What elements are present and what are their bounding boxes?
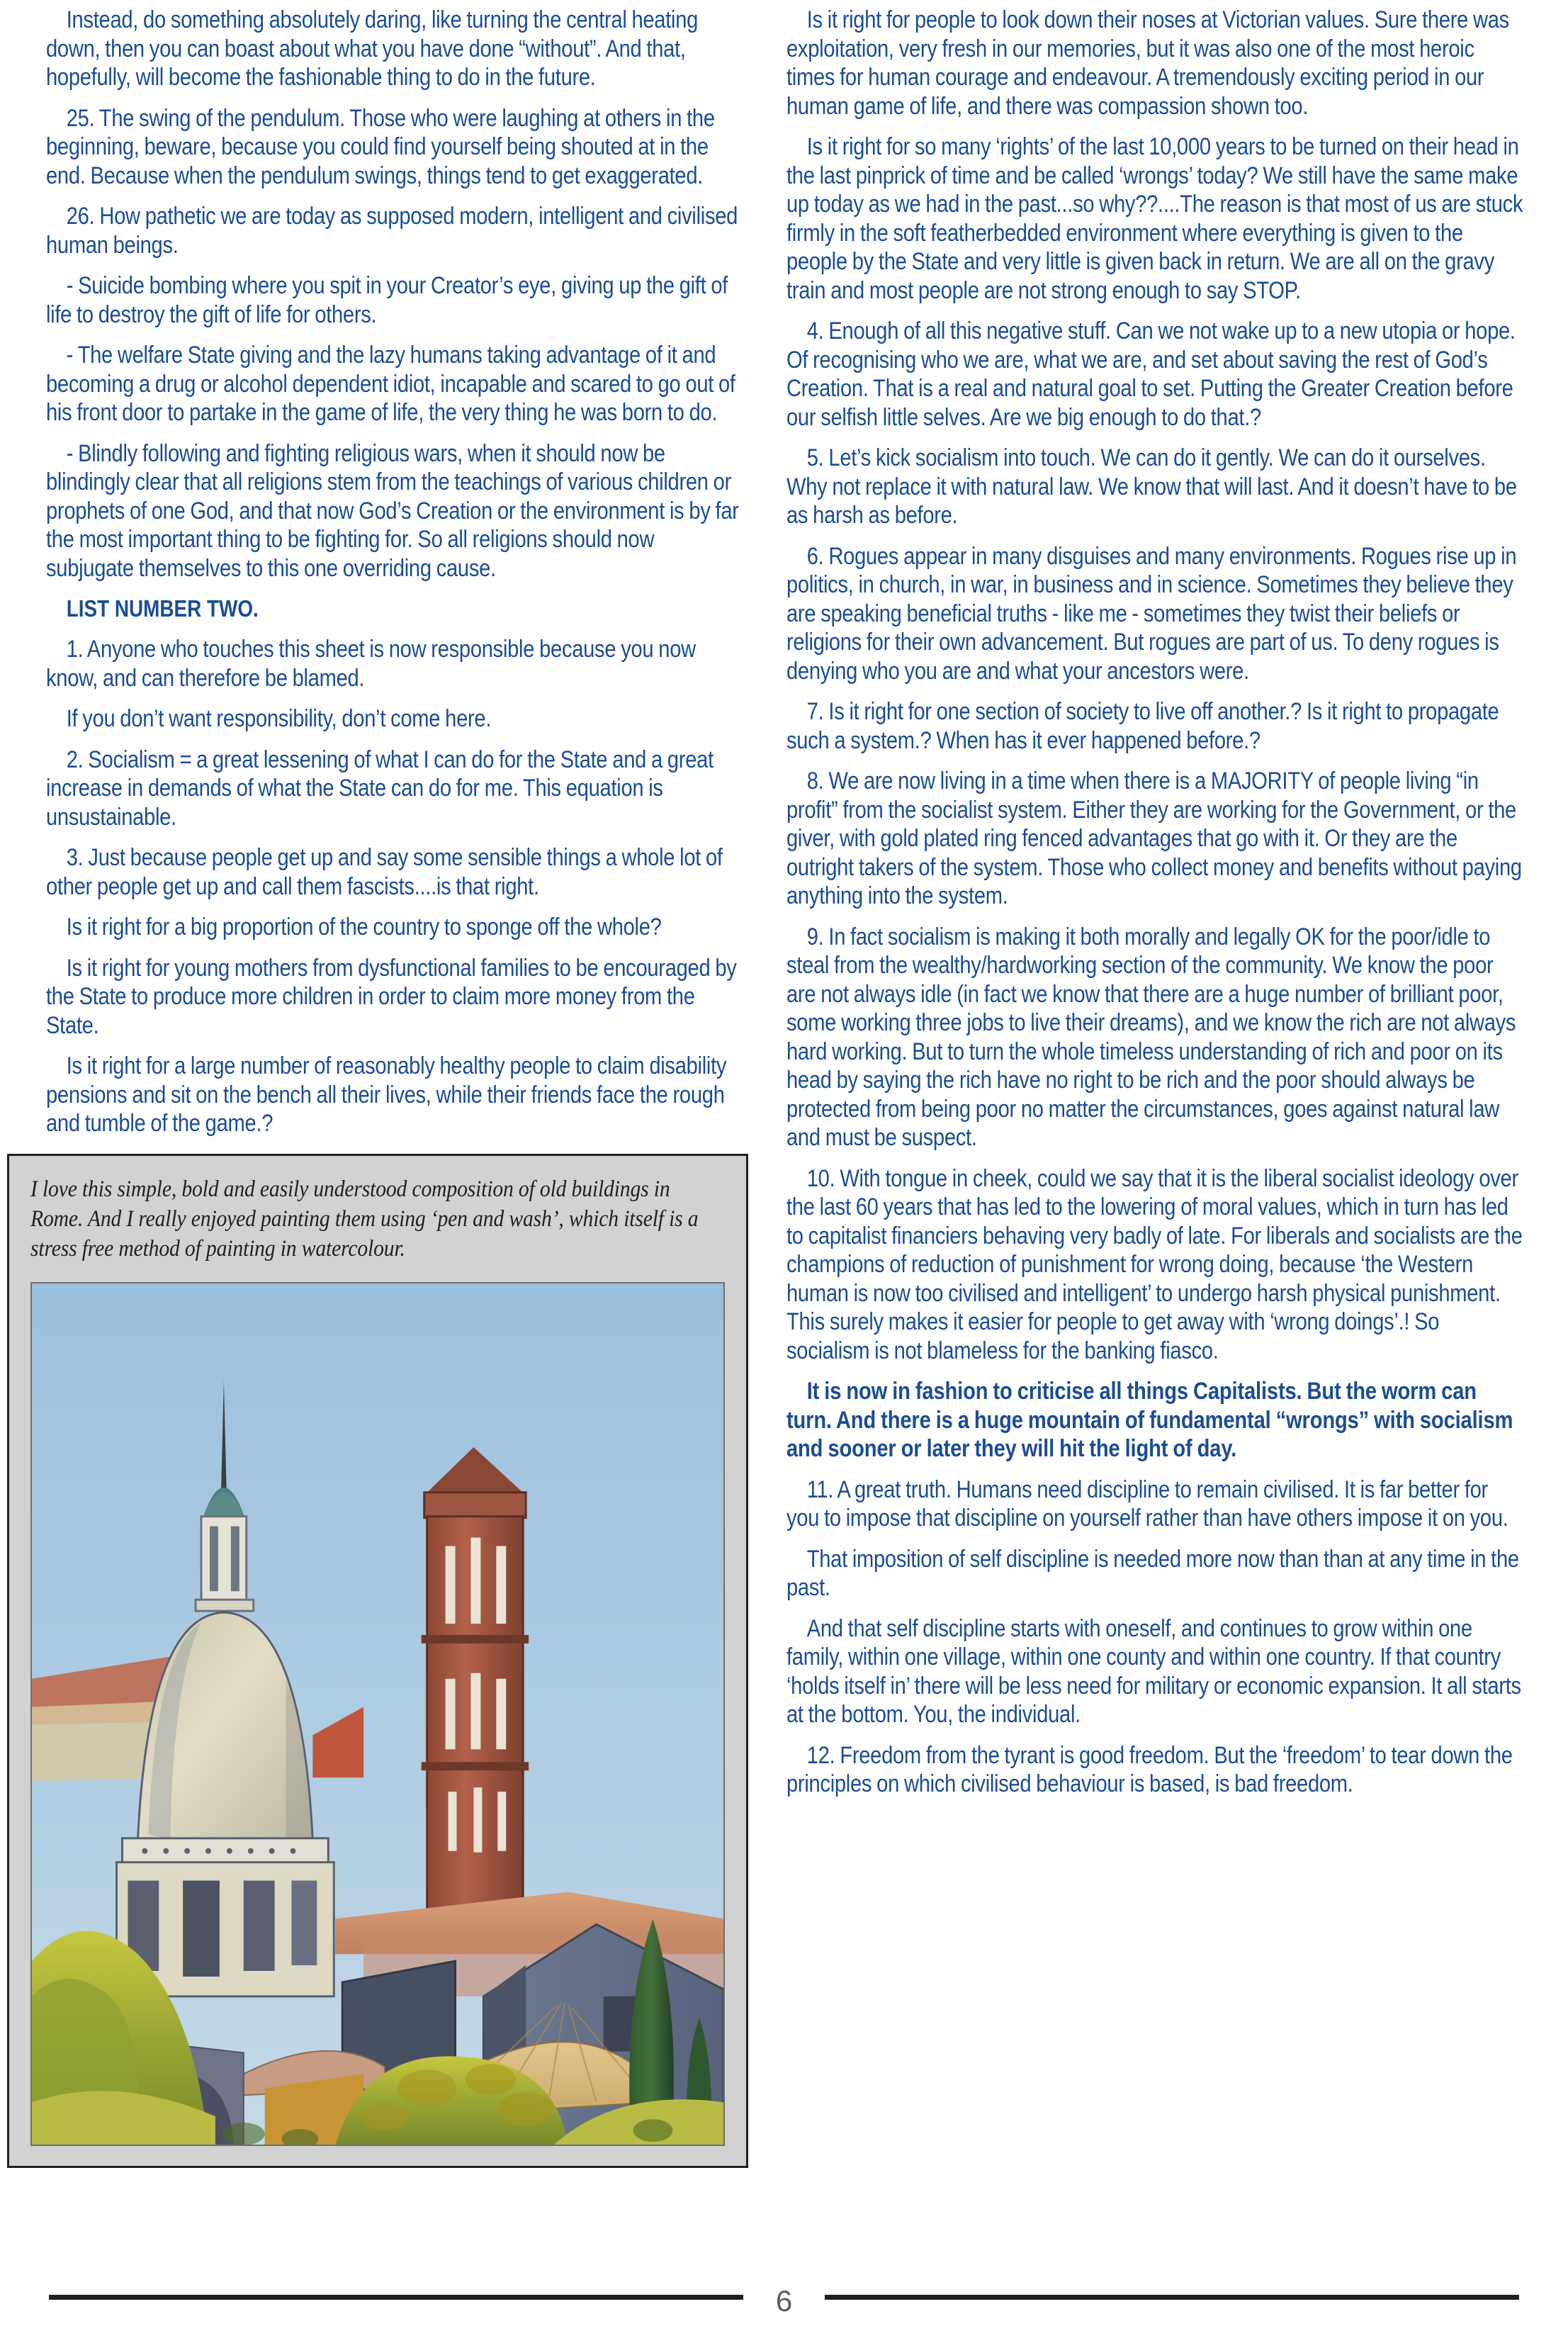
paragraph: Is it right for a big proportion of the country to sponge off the whole? (66, 914, 662, 940)
left-column (0, 0, 779, 2168)
paragraph: 3. Just because people get up and say some sensible things a whole lot of other people get up and call them fascists....is that right. (46, 844, 723, 900)
page-number: 6 (775, 2284, 793, 2317)
paragraph: Is it right for young mothers from dysfunctional families to be encouraged by the State to produce more children in order to claim more money from the State. (46, 954, 737, 1039)
footer-rule-left (49, 2295, 743, 2300)
paragraph: That imposition of self discipline is needed more now than than at any time in the past. (786, 1545, 1519, 1601)
paragraph: If you don’t want responsibility, don’t come here. (66, 705, 492, 732)
paragraph: 6. Rogues appear in many disguises and many environments. Rogues rise up in politics, in church, in war, in business and in science. Sometimes they believe they are speaking beneficial truths - like me - sometimes they twist their beliefs or religions for their own advancement. But rogues are part of us. To deny rogues is denying who you are and what your ancestors were. (786, 542, 1517, 685)
watercolour-painting-image (30, 1282, 725, 2146)
paragraph: 26. How pathetic we are today as supposed modern, intelligent and civilised human beings. (46, 203, 738, 259)
paragraph: 9. In fact socialism is making it both morally and legally OK for the poor/idle to steal from the wealthy/hardworking section of the community. We know the poor are not always idle (in fact we know that there are a huge number of brilliant poor, some working three jobs to live their dreams), and we know the rich are not always hard working. But to turn the whole timeless understanding of rich and poor on its head by saying the rich have no right to be rich and the poor should always be protected from being poor no matter the circumstances, goes against natural law and must be suspect. (786, 923, 1516, 1151)
paragraph: 25. The swing of the pendulum. Those who were laughing at others in the beginning, beware, because you could find yourself being shouted at in the end. Because when the pendulum swings, things tend to get exaggerated. (46, 104, 715, 189)
paragraph: 12. Freedom from the tyrant is good freedom. But the ‘freedom’ to tear down the principles on which civilised behaviour is based, is bad freedom. (786, 1741, 1513, 1797)
paragraph: And that self discipline starts with oneself, and continues to grow within one family, within one village, within one county and within one country. If that country ‘holds itself in’ there will be less need for military or economic expansion. It all starts at the bottom. You, the individual. (786, 1614, 1521, 1728)
figure-caption: I love this simple, bold and easily understood composition of old buildings in Rome. And I really enjoyed painting them using ‘pen and wash’, which itself is a stress free method of painting in watercolour. (30, 1176, 699, 1262)
paragraph: 11. A great truth. Humans need discipline to remain civilised. It is far better for you to impose that discipline on yourself rather than have others impose it on you. (786, 1476, 1508, 1532)
paragraph: - Suicide bombing where you spit in your Creator’s eye, giving up the gift of life to destroy the gift of life for others. (46, 272, 728, 328)
emphasis-paragraph: It is now in fashion to criticise all things Capitalists. But the worm can turn. And there is a huge mountain of fundamental “wrongs” with socialism and sooner or later they will hit the light of day. (786, 1378, 1513, 1462)
paragraph: 7. Is it right for one section of society to live off another.? Is it right to propagate such a system.? When has it ever happened before.? (786, 698, 1499, 754)
figure-box (7, 1154, 748, 2168)
paragraph: Is it right for a large number of reasonably healthy people to claim disability pensions and sit on the bench all their lives, while their friends face the rough and tumble of the game.? (46, 1052, 727, 1137)
paragraph: - The welfare State giving and the lazy humans taking advantage of it and becoming a drug or alcohol dependent idiot, incapable and scared to go out of his front door to partake in the game of life, the very thing he was born to do. (46, 342, 735, 426)
paragraph: 10. With tongue in cheek, could we say that it is the liberal socialist ideology over the last 60 years that has led to the lowering of moral values, which in turn has led to capitalist financiers behaving very badly of late. For liberals and socialists are the champions of reduction of punishment for wrong doing, because ‘the Western human is now too civilised and intelligent’ to undergo harsh physical punishment. This surely makes it easier for people to get away with ‘wrong doings’.! So socialism is not blameless for the banking fiasco. (786, 1164, 1523, 1364)
paragraph: 4. Enough of all this negative stuff. Can we not wake up to a new utopia or hope. Of recognising who we are, what we are, and set about saving the rest of God’s Creation. That is a real and natural goal to set. Putting the Greater Creation before our selfish little selves. Are we big enough to do that.? (786, 318, 1516, 431)
paragraph: 1. Anyone who touches this sheet is now responsible because you now know, and can therefore be blamed. (46, 636, 696, 692)
paragraph: Is it right for so many ‘rights’ of the last 10,000 years to be turned on their head in the last pinprick of time and be called ‘wrongs’ today? We still have the same make up today as we had in the past...so why??....The reason is that most of us are stuck firmly in the soft featherbedded environment where everything is given to the people by the State and very little is given back in return. We are all on the gravy train and most people are not strong enough to say STOP. (786, 133, 1523, 304)
list-number-two-heading: LIST NUMBER TWO. (66, 595, 259, 622)
page-footer (0, 2272, 1568, 2322)
paragraph: - Blindly following and fighting religious wars, when it should now be blindingly clear that all religions stem from the teachings of various children or prophets of one God, and that now God’s Creation or the environment is by far the most important thing to be fighting for. So all religions should now subjugate themselves to this one overriding cause. (46, 439, 739, 582)
footer-rule-right (825, 2295, 1519, 2300)
paragraph: 5. Let’s kick socialism into touch. We can do it gently. We can do it ourselves. Why not replace it with natural law. We know that will last. And it doesn’t have to be as harsh as before. (786, 444, 1517, 529)
paragraph: 8. We are now living in a time when there is a MAJORITY of people living “in profit” from the socialist system. Either they are working for the Government, or the giver, with gold plated ring fenced advantages that go with it. Or they are the outright takers of the system. Those who collect money and benefits without paying anything into the system. (786, 768, 1522, 909)
paragraph: Instead, do something absolutely daring, like turning the central heating down, then you can boast about what you have done “without”. And that, hopefully, will become the fashionable thing to do in the future. (46, 6, 699, 91)
paragraph: 2. Socialism = a great lessening of what I can do for the State and a great increase in demands of what the State can do for me. This equation is unsustainable. (46, 746, 714, 831)
paragraph: Is it right for people to look down their noses at Victorian values. Sure there was exploitation, very fresh in our memories, but it was also one of the most heroic times for human courage and endeavour. A tremendously exciting period in our human game of life, and there was compassion shown too. (786, 6, 1509, 120)
right-column (779, 0, 1568, 1811)
